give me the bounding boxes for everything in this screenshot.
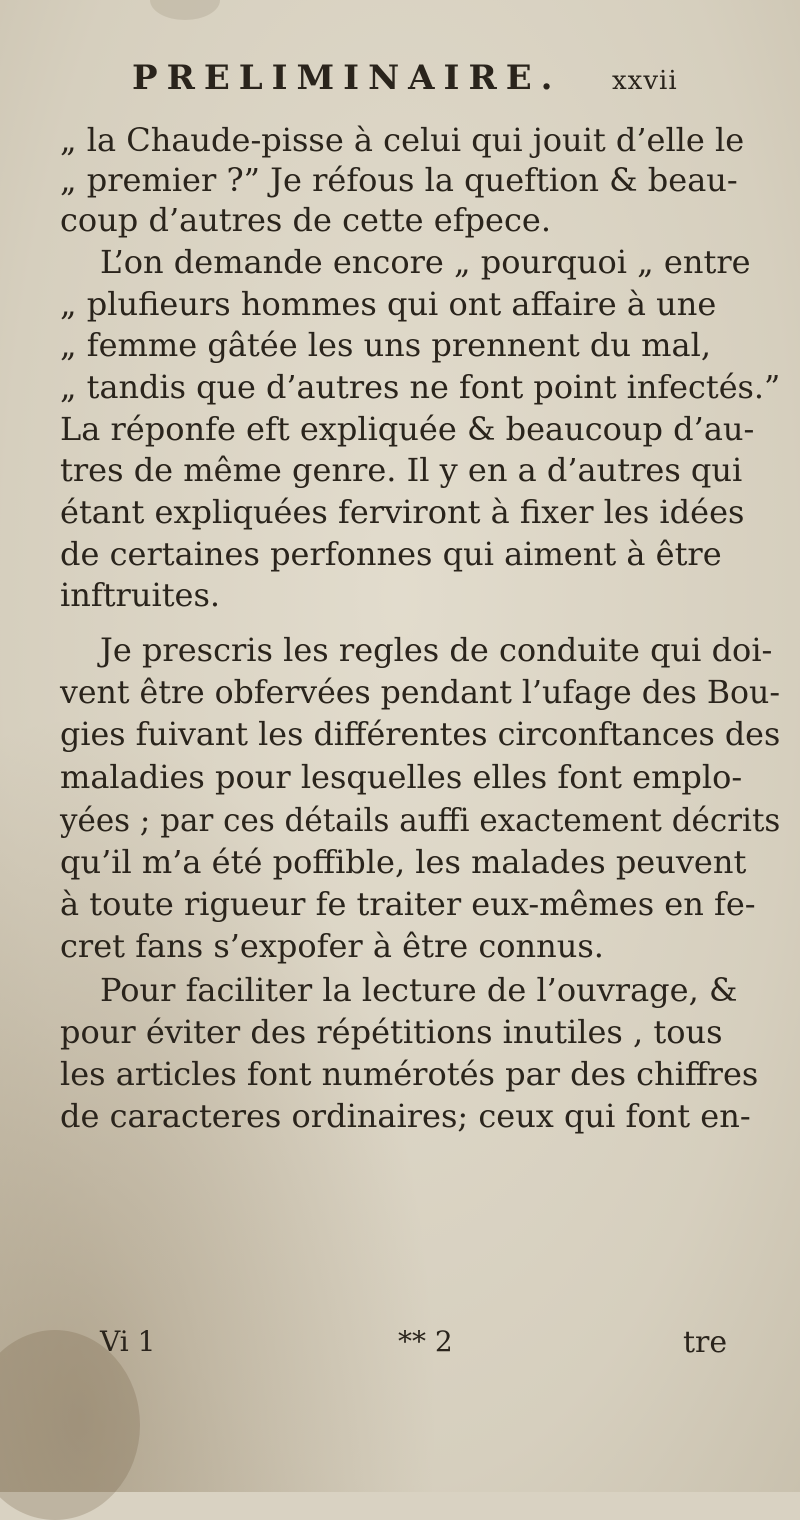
page-footer [0,1325,800,1365]
text-line: yées ; par ces détails auffi exactement décrits [60,801,781,839]
text-line: inftruites. [60,576,221,614]
text-line: La réponfe eft expliquée & beaucoup d’au- [60,410,755,448]
text-line: L’on demande encore „ pourquoi „ entre [100,243,751,281]
text-line: qu’il m’a été poffible, les malades peuvent [60,843,747,881]
catchword: tre [683,1325,728,1360]
running-title: PRELIMINAIRE. [132,58,562,98]
text-line: les articles font numérotés par des chiffres [60,1055,759,1093]
text-line: gies fuivant les différentes circonftances des [60,715,781,753]
text-line: pour éviter des répétitions inutiles , tous [60,1013,723,1051]
text-line: à toute rigueur fe traiter eux-mêmes en fe- [60,885,756,923]
gathering-mark: ** 2 [398,1325,453,1358]
text-line: coup d’autres de cette efpece. [60,201,551,239]
running-header [0,58,800,98]
text-line: maladies pour lesquelles elles font emplo- [60,758,743,796]
text-line: tres de même genre. Il y en a d’autres qui [60,451,743,489]
text-line: Je prescris les regles de conduite qui doi- [100,631,773,669]
text-line: vent être obfervées pendant l’ufage des Bou- [60,673,780,711]
text-line: cret fans s’expofer à être connus. [60,927,604,965]
text-line: Pour faciliter la lecture de l’ouvrage, & [100,971,738,1009]
text-line: „ plufieurs hommes qui ont affaire à une [60,285,717,323]
signature-mark: Vi 1 [100,1325,156,1358]
text-line: de certaines perfonnes qui aiment à être [60,535,722,573]
text-line: „ tandis que d’autres ne font point infectés.” [60,368,781,406]
paper-stain [150,0,220,20]
text-line: „ la Chaude-pisse à celui qui jouit d’elle le [60,121,745,159]
text-line: „ premier ?” Je réfous la queftion & beau- [60,161,738,199]
text-line: de caracteres ordinaires; ceux qui font en- [60,1097,751,1135]
text-line: étant expliquées ferviront à fixer les idées [60,493,745,531]
page-number: xxvii [612,66,678,96]
text-line: „ femme gâtée les uns prennent du mal, [60,326,711,364]
